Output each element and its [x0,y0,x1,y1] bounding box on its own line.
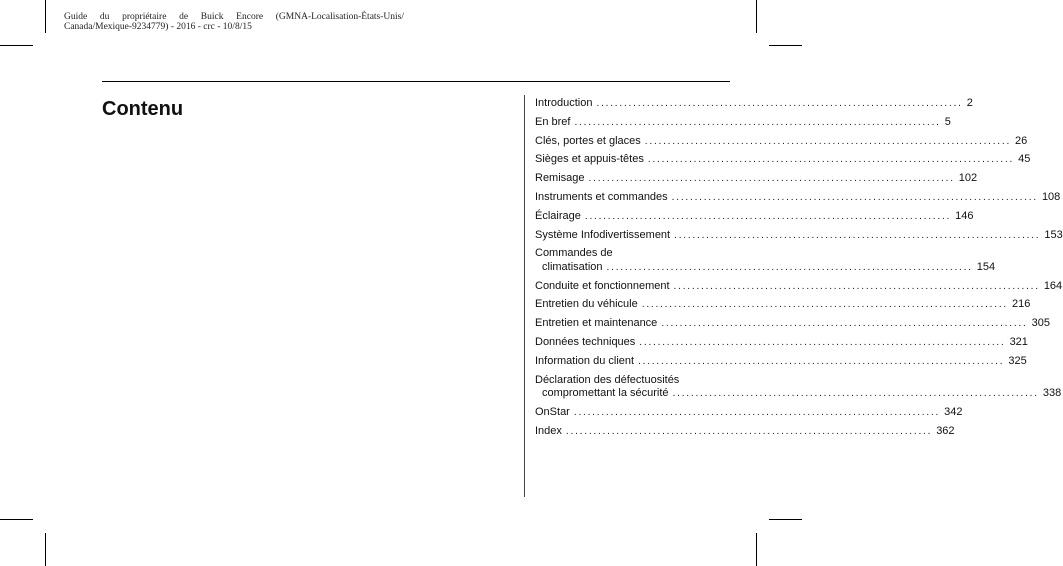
toc-entry-label: Information du client [535,354,635,367]
toc-entry-page-number: 26 [1015,134,1028,147]
toc-entry-page-number: 325 [1008,354,1027,367]
toc-entry-page-number: 338 [1042,386,1062,399]
toc-entry-label: Introduction [535,97,593,109]
toc-entry-label-line1: Commandes de [535,247,613,260]
toc-entry[interactable] [535,405,963,419]
toc-entry[interactable] [535,279,1063,293]
toc-entry[interactable] [535,354,1027,368]
toc-dot-leader: ................................................................................ [661,318,1028,330]
toc-dot-leader: ................................................................................ [673,280,1040,292]
toc-entry-page-number: 5 [944,115,951,128]
toc-dot-leader: ................................................................................ [671,191,1038,203]
crop-mark [45,0,46,33]
header-line-2: Canada/Mexique-9234779) - 2016 - crc - 10/8/15 [64,22,252,32]
toc-dot-leader: ................................................................................ [574,116,941,128]
crop-mark [756,0,757,33]
toc-entry[interactable] [535,247,996,274]
toc-entry-label: Index [535,424,562,437]
toc-dot-leader: ................................................................................ [588,173,955,185]
toc-entry[interactable] [535,298,1031,311]
toc-entry-label-line1: Déclaration des défectuosités [535,373,680,386]
toc-entry[interactable] [535,335,1028,349]
toc-entry-label: Conduite et fonctionnement [535,279,670,292]
table-of-contents [535,97,1063,443]
crop-mark [0,519,33,520]
toc-entry[interactable] [535,172,978,185]
toc-dot-leader: ................................................................................ [596,98,963,109]
toc-entry-page-number: 108 [1041,190,1061,203]
toc-dot-leader: ................................................................................ [638,355,1005,367]
toc-entry-page-number: 164 [1043,279,1063,292]
toc-entry-label: Système Infodivertissement [535,228,671,241]
toc-entry-page-number: 305 [1031,317,1050,330]
toc-entry-label: Sièges et appuis-têtes [535,153,644,166]
toc-entry-label: Éclairage [535,209,581,222]
toc-dot-leader: ................................................................................ [644,135,1012,147]
header-rule [102,81,730,82]
toc-entry-label: Entretien du véhicule [535,298,638,311]
toc-entry-label: Clés, portes et glaces [535,134,641,147]
toc-entry-page-number: 2 [966,97,973,109]
toc-entry-page-number: 154 [976,260,996,273]
toc-entry-page-number: 146 [955,209,974,222]
page-title: Contenu [102,98,184,120]
toc-dot-leader: ................................................................................ [674,229,1041,241]
toc-dot-leader: ................................................................................ [641,299,1008,311]
toc-entry-page-number: 153 [1044,228,1063,241]
toc-entry[interactable] [535,424,955,438]
crop-mark [756,533,757,566]
toc-entry[interactable] [535,97,973,110]
header-line-1: Guide du propriétaire de Buick Encore (GMNA-Localisation-États-Unis/ [64,12,404,22]
toc-entry-label: OnStar [535,405,570,418]
crop-mark [769,45,802,46]
toc-entry-page-number: 362 [936,424,955,437]
crop-mark [0,45,33,46]
toc-entry-page-number: 102 [958,172,978,185]
toc-entry[interactable] [535,134,1028,148]
toc-dot-leader: ................................................................................ [606,261,973,273]
toc-entry-label: En bref [535,115,571,128]
toc-entry-page-number: 45 [1018,153,1031,166]
toc-entry-label: Remisage [535,172,585,185]
toc-entry[interactable] [535,373,1062,401]
crop-mark [769,519,802,520]
toc-entry[interactable] [535,115,951,129]
toc-entry-page-number: 321 [1009,335,1028,348]
toc-dot-leader: ................................................................................ [672,387,1039,399]
toc-dot-leader: ................................................................................ [639,336,1006,348]
toc-entry[interactable] [535,317,1050,330]
document-header [64,12,404,32]
toc-dot-leader: ................................................................................ [647,154,1015,166]
toc-entry-label: Instruments et commandes [535,190,668,203]
toc-entry-page-number: 216 [1012,298,1031,311]
toc-dot-leader: ................................................................................ [573,406,941,418]
toc-dot-leader: ................................................................................ [584,210,952,222]
toc-entry[interactable] [535,190,1061,204]
toc-entry-label: Données techniques [535,335,636,348]
crop-mark [45,533,46,566]
column-divider [524,95,525,497]
toc-dot-leader: ................................................................................ [565,425,933,437]
toc-entry[interactable] [535,228,1063,242]
toc-entry-label: climatisation [542,260,603,273]
toc-entry-label: compromettant la sécurité [542,386,669,399]
toc-entry[interactable] [535,209,974,223]
toc-entry-page-number: 342 [944,405,963,418]
toc-entry-label: Entretien et maintenance [535,317,658,330]
toc-entry[interactable] [535,153,1031,166]
